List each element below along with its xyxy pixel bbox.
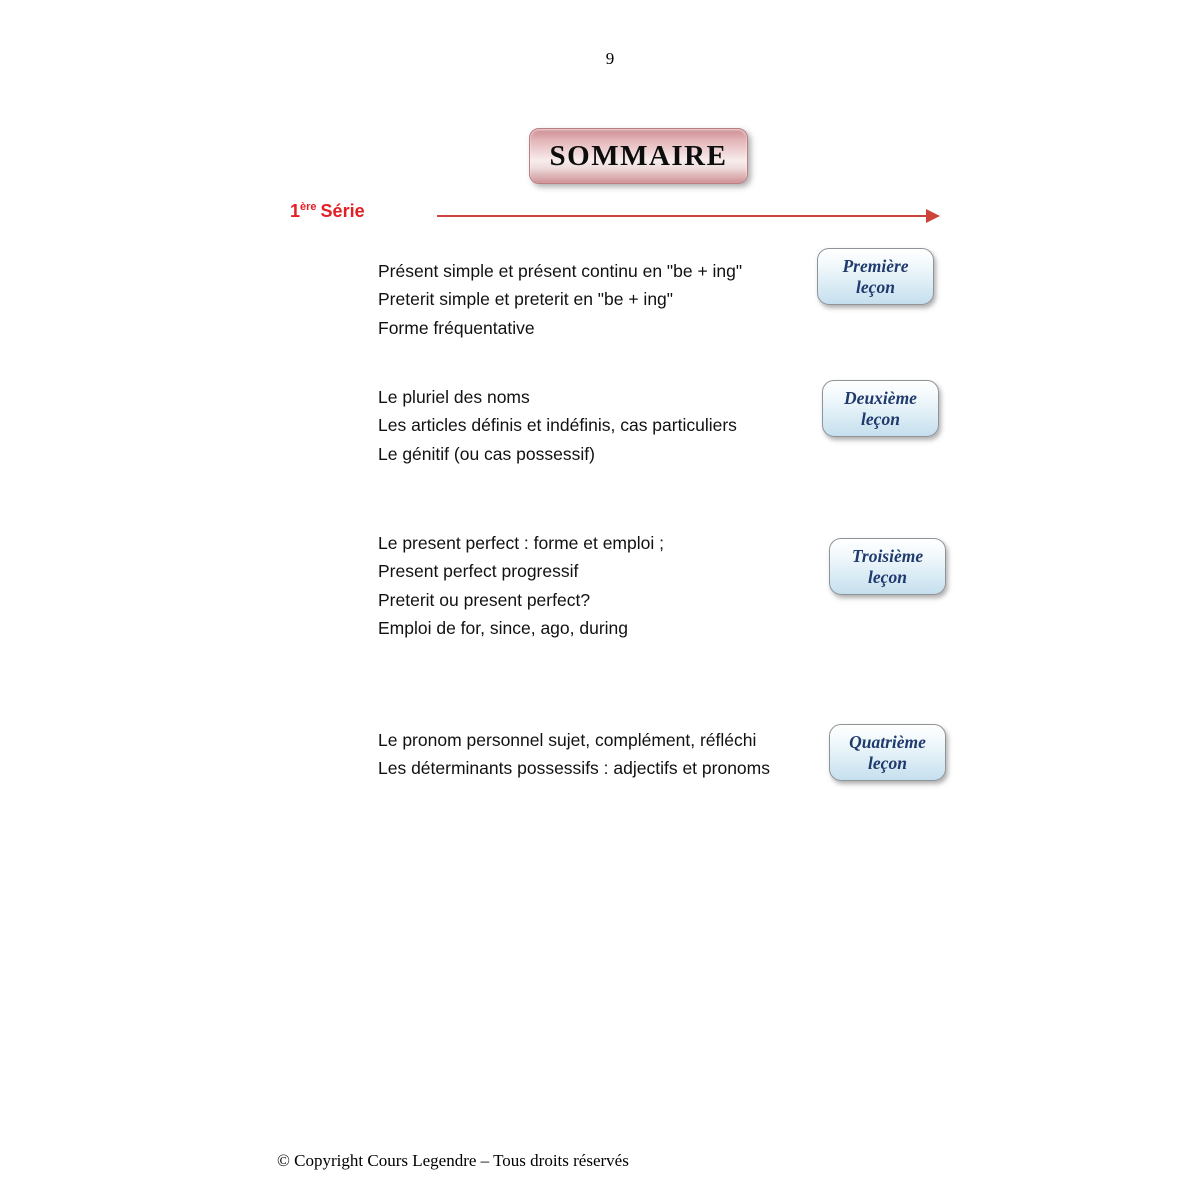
topic-line: Le génitif (ou cas possessif) [378,443,595,464]
lesson-button-label-line1: Deuxième [844,387,917,408]
series-arrow-line [437,215,929,217]
topic-line: Preterit simple et preterit en "be + ing" [378,289,673,310]
topic-line: Le present perfect : forme et emploi ; [378,533,664,553]
topic-line: Le pronom personnel sujet, complément, réfléchi [378,730,757,750]
lesson-button-troisieme[interactable] [829,538,946,595]
lesson-1-topics [378,257,742,342]
topic-line: Le pluriel des noms [378,387,530,407]
page-title: SOMMAIRE [549,139,728,172]
lesson-4-topics [378,726,770,783]
lesson-button-label-line2: leçon [868,566,907,587]
series-ordinal: ère [300,201,317,213]
topic-line: Emploi de for, since, ago, during [378,618,629,639]
lesson-button-label-line2: leçon [861,408,900,429]
series-word: Série [320,201,365,221]
lesson-3-topics [378,529,664,643]
topic-line: Present perfect progressif [378,561,579,582]
lesson-button-label-line1: Quatrième [849,731,926,752]
lesson-button-label-line1: Troisième [851,545,924,566]
topic-line: Les déterminants possessifs : adjectifs et pronoms [378,758,770,779]
lesson-button-quatrieme[interactable] [829,724,946,781]
topic-line: Présent simple et présent continu en "be + ing" [378,261,743,281]
topic-line: Les articles définis et indéfinis, cas particuliers [378,415,737,436]
lesson-button-label-line2: leçon [856,276,895,297]
series-arrow-head-icon [926,209,940,223]
lesson-button-premiere[interactable] [817,248,934,305]
lesson-2-topics [378,383,737,468]
lesson-button-label-line2: leçon [868,752,907,773]
series-number: 1 [290,201,301,221]
lesson-button-label-line1: Première [842,255,909,276]
series-label [290,201,365,222]
topic-line: Preterit ou present perfect? [378,589,591,610]
lesson-button-deuxieme[interactable] [822,380,939,437]
topic-line: Forme fréquentative [378,317,535,338]
page-number: 9 [605,49,615,68]
copyright-footer: © Copyright Cours Legendre – Tous droits réservés [277,1151,629,1170]
sommaire-title-banner [529,128,748,184]
